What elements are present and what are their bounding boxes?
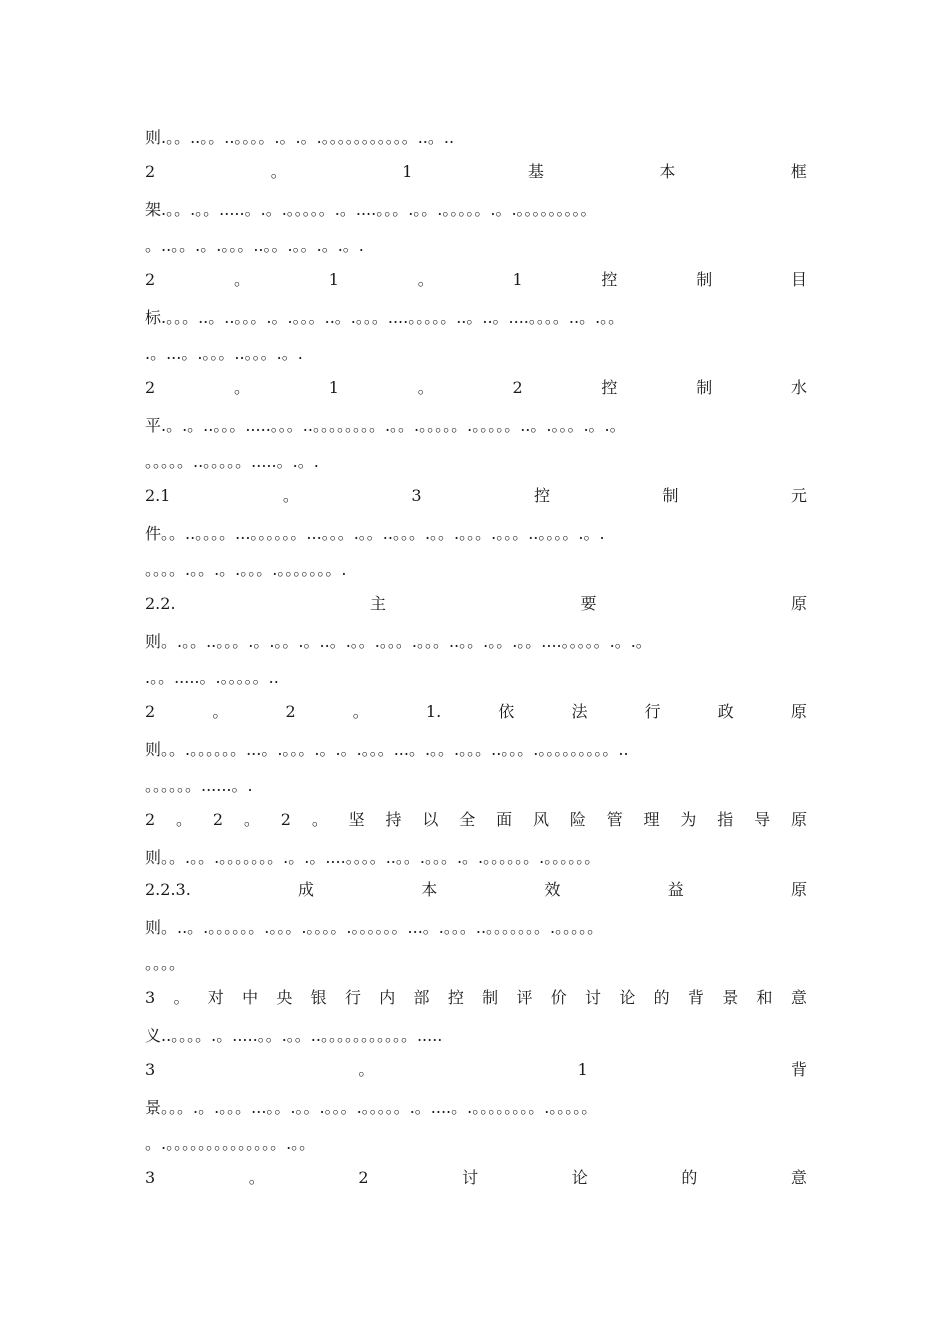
- toc-token: 政: [717, 702, 734, 721]
- toc-token: 1: [577, 1060, 588, 1079]
- toc-leader-line: 。..。。.。.。。。..。。.。。.。.。.: [145, 236, 364, 255]
- toc-token: 意: [790, 988, 807, 1007]
- toc-token: 以: [422, 810, 439, 829]
- toc-token: 原: [790, 594, 807, 613]
- toc-token: 银: [310, 988, 327, 1007]
- toc-entry-2-2-2[interactable]: [145, 808, 807, 832]
- toc-token: 制: [482, 988, 499, 1007]
- toc-token: 2: [358, 1168, 369, 1187]
- toc-token: 2: [285, 702, 296, 721]
- toc-token: 制: [662, 486, 679, 505]
- toc-entry-3-1[interactable]: [145, 1058, 807, 1082]
- toc-token: 景: [722, 988, 739, 1007]
- toc-token: 。: [270, 162, 287, 181]
- toc-token: 法: [571, 702, 588, 721]
- toc-token: 意: [790, 1168, 807, 1187]
- toc-token: 持: [385, 810, 402, 829]
- toc-leader-line: .。...。.。。。..。。。.。.: [145, 344, 303, 363]
- toc-token: 2: [145, 270, 156, 289]
- toc-token: 原: [790, 702, 807, 721]
- toc-token: 讨: [585, 988, 602, 1007]
- toc-token: 3: [145, 988, 156, 1007]
- toc-token: 1: [328, 270, 339, 289]
- toc-entry-3-2[interactable]: [145, 1166, 807, 1190]
- toc-token: 3: [411, 486, 422, 505]
- toc-token: 险: [569, 810, 586, 829]
- toc-token: 2.2.: [145, 594, 176, 613]
- toc-token: 指: [717, 810, 734, 829]
- toc-token: 元: [790, 486, 807, 505]
- toc-leader-line: 。。。。: [145, 954, 186, 973]
- toc-entry-2-1[interactable]: [145, 160, 807, 184]
- toc-token: 2: [145, 162, 156, 181]
- toc-token: 理: [643, 810, 660, 829]
- toc-token: 要: [580, 594, 597, 613]
- toc-leader-line: 则。.。。..。。。.。.。。.。..。.。。.。。。.。。。..。。.。。.。。....。。。。。.。.。: [145, 632, 652, 651]
- toc-token: 框: [790, 162, 807, 181]
- toc-token: 控: [447, 988, 464, 1007]
- toc-entry-2-1-1[interactable]: [145, 268, 807, 292]
- toc-leader-line: 则。。.。。.。。。。。。。.。.。....。。。。..。。.。。。.。.。。。。。。.。。。。。。: [145, 848, 601, 867]
- toc-token: 对: [207, 988, 224, 1007]
- toc-leader-line: 标.。。。..。..。。。.。.。。。..。.。。。....。。。。。..。..。....。。。。..。.。。: [145, 308, 625, 327]
- toc-leader-line: 件。。..。。。。...。。。。。。...。。。.。。..。。。.。。.。。。.。。。..。。。。.。.: [145, 524, 605, 543]
- toc-token: 效: [544, 880, 561, 899]
- toc-token: 。: [248, 1168, 265, 1187]
- toc-token: 。: [282, 486, 299, 505]
- toc-token: 原: [790, 880, 807, 899]
- toc-token: 控: [601, 270, 618, 289]
- toc-leader-line: 。。。。.。。.。.。。。.。。。。。。。.: [145, 560, 347, 579]
- toc-token: 风: [532, 810, 549, 829]
- toc-token: 3: [145, 1168, 156, 1187]
- toc-token: 。: [311, 810, 328, 829]
- toc-token: 目: [790, 270, 807, 289]
- toc-token: 。: [233, 378, 250, 397]
- toc-leader-line: .。。.....。.。。。。。..: [145, 668, 279, 687]
- toc-token: 基: [527, 162, 544, 181]
- toc-token: 。: [212, 702, 229, 721]
- toc-token: 论: [619, 988, 636, 1007]
- toc-token: 。: [233, 270, 250, 289]
- toc-token: 价: [550, 988, 567, 1007]
- toc-entry-2-2-1[interactable]: [145, 700, 807, 724]
- toc-leader-line: 。.。。。。。。。。。。。。。。.。。: [145, 1134, 316, 1153]
- toc-token: 2: [145, 810, 156, 829]
- toc-token: 原: [790, 810, 807, 829]
- toc-leader-line: 。。。。。。......。.: [145, 776, 253, 795]
- toc-leader-line: 则。..。.。。。。。。.。。。.。。。。.。。。。。。...。.。。。..。。。。。。。.。。。。。: [145, 918, 604, 937]
- toc-token: 2: [145, 702, 156, 721]
- toc-token: 2.2.3.: [145, 880, 191, 899]
- toc-token: 成: [298, 880, 315, 899]
- toc-token: 2: [145, 378, 156, 397]
- toc-token: 。: [173, 988, 190, 1007]
- toc-token: 管: [606, 810, 623, 829]
- toc-entry-2-2[interactable]: [145, 592, 807, 616]
- toc-token: 为: [680, 810, 697, 829]
- toc-token: 主: [370, 594, 387, 613]
- toc-token: 2: [280, 810, 291, 829]
- toc-token: 背: [687, 988, 704, 1007]
- toc-token: 。: [417, 378, 434, 397]
- toc-leader-line: 。。。。。..。。。。。.....。.。.: [145, 452, 319, 471]
- toc-token: 制: [696, 270, 713, 289]
- toc-token: 制: [696, 378, 713, 397]
- toc-token: 央: [276, 988, 293, 1007]
- toc-token: 水: [790, 378, 807, 397]
- toc-token: 。: [358, 1060, 375, 1079]
- toc-token: 坚: [348, 810, 365, 829]
- toc-entry-2-2-3[interactable]: [145, 878, 807, 902]
- toc-token: 益: [667, 880, 684, 899]
- toc-leader-line: 平.。.。..。。。.....。。。..。。。。。。。。.。。.。。。。。.。。。。。..。.。。。.。.。: [145, 416, 626, 435]
- toc-leader-line: 架.。。.。。.....。.。.。。。。。.。....。。。.。。.。。。。。.。.。。。。。。。。。: [145, 200, 597, 219]
- toc-token: 本: [659, 162, 676, 181]
- toc-token: 1: [512, 270, 523, 289]
- toc-token: 。: [352, 702, 369, 721]
- toc-entry-2-1-3[interactable]: [145, 484, 807, 508]
- toc-token: 。: [417, 270, 434, 289]
- toc-token: 2.1: [145, 486, 171, 505]
- toc-token: 评: [516, 988, 533, 1007]
- toc-token: 论: [571, 1168, 588, 1187]
- toc-token: 中: [242, 988, 259, 1007]
- toc-token: 控: [601, 378, 618, 397]
- toc-token: 面: [496, 810, 513, 829]
- toc-token: 部: [413, 988, 430, 1007]
- toc-token: 2: [212, 810, 224, 829]
- toc-token: 1.: [425, 702, 442, 721]
- toc-token: 3: [145, 1060, 156, 1079]
- toc-leader-line: 则。。.。。。。。。...。.。。。.。.。.。。。...。.。。.。。。..。。。.。。。。。。。。。..: [145, 740, 629, 759]
- toc-token: 依: [498, 702, 515, 721]
- toc-token: 控: [534, 486, 551, 505]
- toc-token: 和: [756, 988, 773, 1007]
- toc-leader-line: 则.。。..。。..。。。。.。.。.。。。。。。。。。。。..。..: [145, 128, 455, 147]
- toc-token: 1: [328, 378, 339, 397]
- toc-leader-line: 景。。。.。.。。。...。。.。。.。。。.。。。。。.。....。.。。。。。。。。.。。。。。: [145, 1098, 598, 1117]
- toc-entry-2-1-2[interactable]: [145, 376, 807, 400]
- toc-entry-3[interactable]: [145, 986, 807, 1010]
- toc-token: 。: [243, 810, 260, 829]
- toc-token: 。: [176, 810, 193, 829]
- toc-token: 的: [681, 1168, 698, 1187]
- toc-token: 1: [402, 162, 413, 181]
- toc-leader-line: 义..。。。。.。.....。。.。。..。。。。。。。。。。。.....: [145, 1026, 443, 1045]
- toc-token: 的: [653, 988, 670, 1007]
- toc-token: 全: [459, 810, 476, 829]
- toc-token: 讨: [462, 1168, 479, 1187]
- toc-token: 行: [344, 988, 361, 1007]
- toc-token: 本: [421, 880, 438, 899]
- toc-token: 2: [512, 378, 523, 397]
- toc-token: 导: [754, 810, 771, 829]
- toc-token: 内: [379, 988, 396, 1007]
- toc-token: 行: [644, 702, 661, 721]
- toc-token: 背: [790, 1060, 807, 1079]
